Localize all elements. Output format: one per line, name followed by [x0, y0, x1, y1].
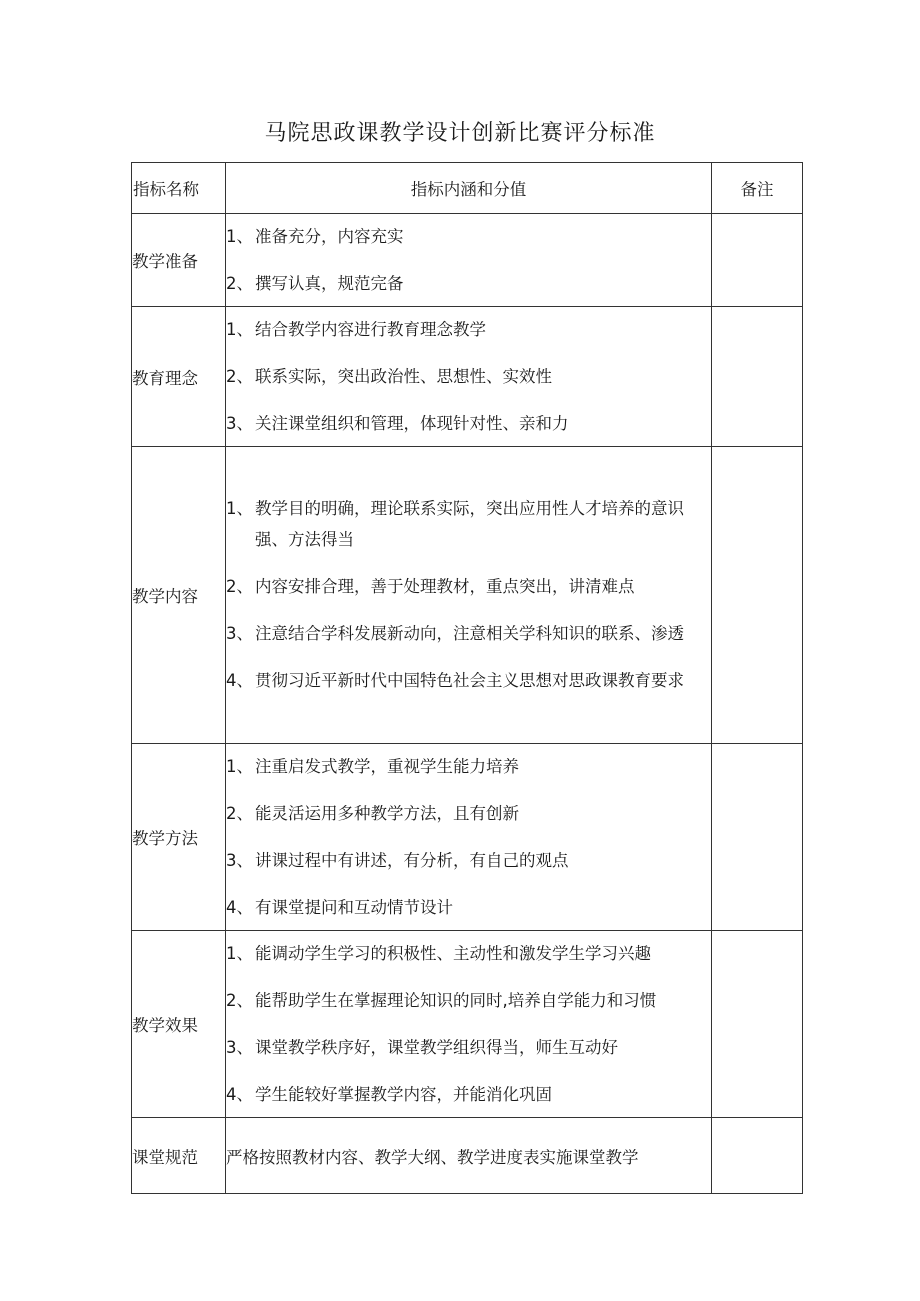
remarks-cell — [712, 1118, 803, 1194]
indicator-content — [226, 214, 712, 307]
header-remarks: 备注 — [712, 163, 803, 214]
table-row — [132, 1118, 803, 1194]
remarks-cell — [712, 307, 803, 447]
criterion-item: 2、 撰写认真，规范完备 — [226, 274, 404, 293]
indicator-name: 教育理念 — [132, 307, 226, 447]
criterion-item: 2、 能帮助学生在掌握理论知识的同时,培养自学能力和习惯 — [226, 991, 657, 1010]
remarks-cell — [712, 931, 803, 1118]
criterion-item: 3、 讲课过程中有讲述，有分析，有自己的观点 — [226, 851, 569, 870]
criterion-item: 2、 联系实际，突出政治性、思想性、实效性 — [226, 367, 552, 386]
header-indicator-name: 指标名称 — [132, 163, 226, 214]
criterion-item: 2、 能灵活运用多种教学方法，且有创新 — [226, 804, 519, 823]
remarks-cell — [712, 214, 803, 307]
criterion-item: 3、 课堂教学秩序好，课堂教学组织得当，师生互动好 — [226, 1038, 618, 1057]
criterion-item: 2、 内容安排合理，善于处理教材，重点突出，讲清难点 — [226, 576, 635, 596]
criterion-item: 3、 关注课堂组织和管理，体现针对性、亲和力 — [226, 414, 569, 433]
criterion-item: 4、 贯彻习近平新时代中国特色社会主义思想对思政课教育要求 — [226, 670, 684, 690]
indicator-content — [226, 447, 712, 744]
header-indicator-content: 指标内涵和分值 — [226, 163, 712, 214]
document-title: 马院思政课教学设计创新比赛评分标准 — [264, 121, 656, 146]
indicator-content — [226, 307, 712, 447]
table-row — [132, 307, 803, 447]
indicator-content — [226, 931, 712, 1118]
criterion-item: 4、 学生能较好掌握教学内容，并能消化巩固 — [226, 1085, 552, 1104]
table-row — [132, 447, 803, 744]
remarks-cell — [712, 447, 803, 744]
criterion-item: 1、 教学目的明确，理论联系实际，突出应用性人才培养的意识强、方法得当 — [226, 498, 684, 549]
criterion-item: 3、 注意结合学科发展新动向，注意相关学科知识的联系、渗透 — [226, 623, 684, 643]
table-row — [132, 214, 803, 307]
criterion-item: 4、 有课堂提问和互动情节设计 — [226, 898, 453, 917]
table-row — [132, 931, 803, 1118]
criterion-item: 1、 准备充分，内容充实 — [226, 227, 404, 246]
table-row — [132, 744, 803, 931]
scoring-criteria-table — [131, 162, 803, 1194]
indicator-name: 教学内容 — [132, 447, 226, 744]
indicator-name: 教学准备 — [132, 214, 226, 307]
remarks-cell — [712, 744, 803, 931]
indicator-content: 严格按照教材内容、教学大纲、教学进度表实施课堂教学 — [226, 1118, 712, 1194]
table-header-row — [132, 163, 803, 214]
indicator-content — [226, 744, 712, 931]
indicator-name: 教学方法 — [132, 744, 226, 931]
indicator-name: 课堂规范 — [132, 1118, 226, 1194]
criterion-item: 1、 能调动学生学习的积极性、主动性和激发学生学习兴趣 — [226, 944, 651, 963]
criterion-item: 1、 结合教学内容进行教育理念教学 — [226, 320, 486, 339]
indicator-name: 教学效果 — [132, 931, 226, 1118]
criterion-item: 1、 注重启发式教学，重视学生能力培养 — [226, 757, 519, 776]
